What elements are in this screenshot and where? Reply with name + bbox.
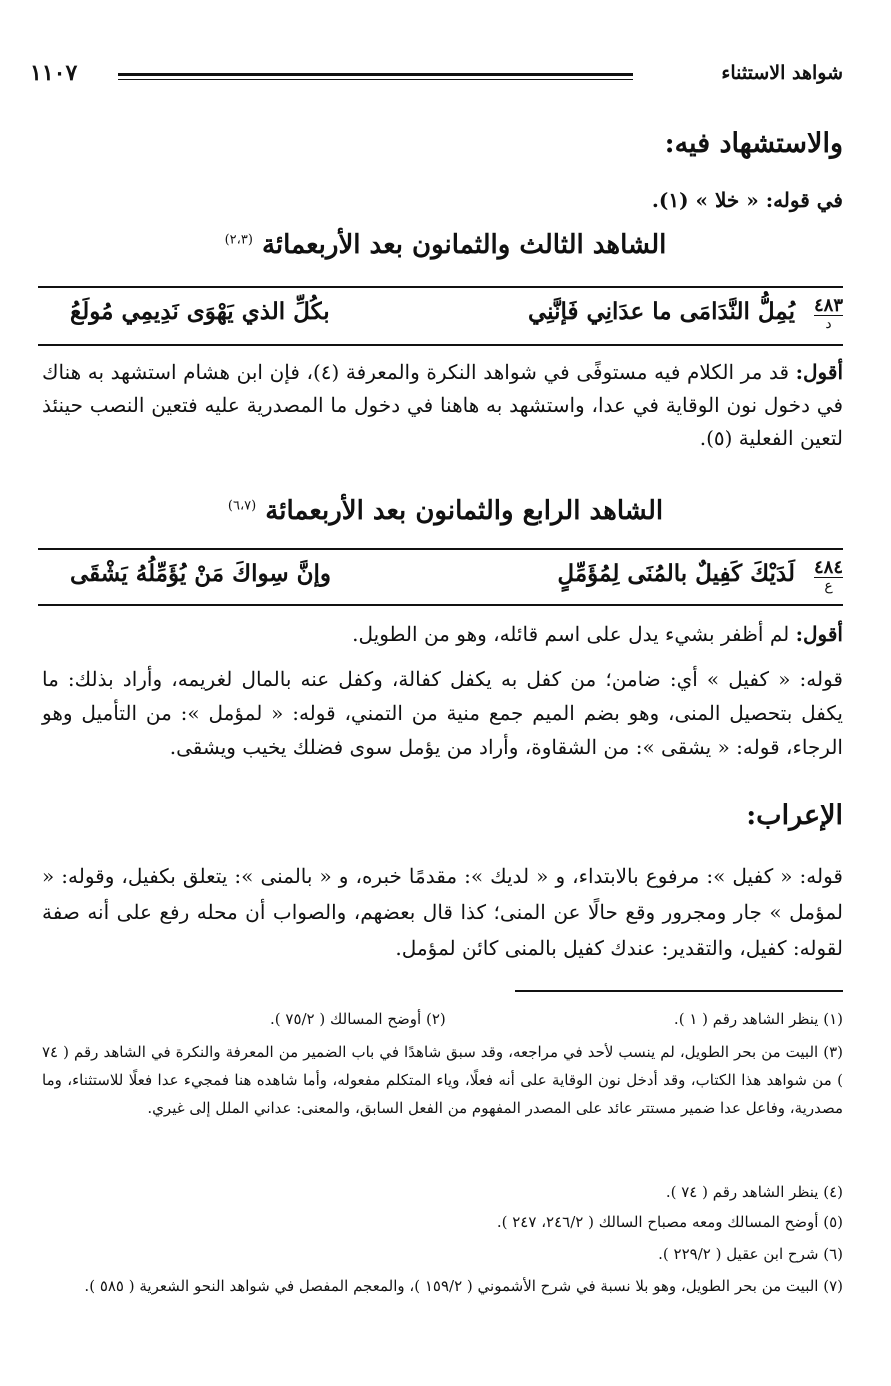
footnote-1: (١) ينظر الشاهد رقم ( ١ ).: [673, 1010, 843, 1028]
footnote-5: (٥) أوضح المسالك ومعه مصباح السالك ( ٢٤٦/٢، ٢٤٧ ).: [496, 1213, 843, 1231]
footnote-4: (٤) ينظر الشاهد رقم ( ٧٤ ).: [665, 1183, 843, 1201]
footnote-separator: [515, 990, 843, 992]
footnote-7: (٧) البيت من بحر الطويل، وهو بلا نسبة في شرح الأشموني ( ١٥٩/٢ )، والمعجم المفصل في شواهد النحو الشعرية ( ٥٨٥ ).: [84, 1277, 843, 1295]
verse-483-sub: د: [825, 316, 832, 332]
verse-483-top-rule: [38, 286, 843, 288]
verse-484-hemistich-second: وإنَّ سِواكَ مَنْ يُؤَمِّلُهُ يَشْقَى: [70, 560, 332, 587]
irab-heading: الإعراب:: [746, 800, 843, 831]
verse-484-top-rule: [38, 548, 843, 550]
shahid-484-title-text: الشاهد الرابع والثمانون بعد الأربعمائة: [265, 496, 664, 526]
shahid-484-commentary: [42, 618, 843, 651]
shahid-484-title-note: (٦،٧): [227, 498, 257, 514]
verse-484-hemistich-first: لَدَيْكَ كَفِيلٌ بالمُنَى لِمُؤَمِّلٍ: [557, 560, 795, 587]
verse-484-sub: ع: [824, 578, 833, 594]
verse-483-bottom-rule: [38, 344, 843, 346]
verse-484-num: ٤٨٤: [813, 557, 843, 578]
irab-text: قوله: « كفيل »: مرفوع بالابتداء، و « لديك »: مقدمًا خبره، و « بالمنى »: يتعلق بكفيل، وقوله: « لمؤمل » جار ومجرور وقع حالًا عن المنى؛ كذا قال بعضهم، والصواب أن محله رفع على أنه صفة لقوله: كفيل، والتقدير: عندك كفيل بالمنى كائن لمؤمل.: [42, 864, 843, 960]
shahid-483-commentary: [42, 356, 843, 455]
verse-483-num: ٤٨٣: [813, 295, 843, 316]
section-heading: والاستشهاد فيه:: [664, 128, 843, 159]
verse-483-number: [813, 295, 843, 332]
footnote-3: (٣) البيت من بحر الطويل، لم ينسب لأحد في مراجعه، وقد سبق شاهدًا في باب الضمير من المعرفة والنكرة في الشاهد رقم ( ٧٤ ) من شواهد هذا الكتاب، وقد أدخل نون الوقاية على أنه فعلًا، وياء المتكلم مفعوله، وأما شاهده هنا فمجيء عدا فعلًا للاستثناء، وما مصدرية، وفاعل عدا ضمير مستتر عائد على المصدر المفهوم من الفعل السابق، والمعنى: عداني الملل إلى غيري.: [42, 1043, 843, 1117]
verse-484-number: [813, 557, 843, 594]
shahid-483-title: [0, 230, 891, 260]
verse-484-bottom-rule: [38, 604, 843, 606]
header-rule: [118, 73, 633, 80]
footnotes-row-1: [42, 1010, 843, 1028]
comment-label: أقول:: [795, 622, 843, 646]
footnote-2: (٢) أوضح المسالك ( ٧٥/٢ ).: [270, 1010, 446, 1028]
comment-text: قد مر الكلام فيه مستوفًى في شواهد النكرة والمعرفة (٤)، فإن ابن هشام استشهد به هناك في دخول نون الوقاية في عدا، واستشهد به هاهنا في دخول ما المصدرية عليه فتعين النصب حينئذ لتعين الفعلية (٥).: [42, 360, 843, 450]
shahid-484-explanation: قوله: « كفيل » أي: ضامن؛ من كفل به يكفل كفالة، وكفل عنه بالمال لغريمه، وأراد بذلك: ما يكفل بتحصيل المنى، وهو بضم الميم جمع منية من التمني، قوله: « لمؤمل »: من التأميل وهو الرجاء، قوله: « يشقى »: من الشقاوة، وأراد من يؤمل سوى فضلك يخيب ويشقى.: [42, 667, 843, 759]
running-header-title: شواهد الاستثناء: [721, 62, 843, 84]
page-number: ١١٠٧: [30, 60, 78, 86]
section-line: في قوله: « خلا » (١).: [651, 188, 843, 212]
shahid-483-title-text: الشاهد الثالث والثمانون بعد الأربعمائة: [261, 230, 667, 260]
shahid-484-title: [0, 496, 891, 526]
verse-483-hemistich-second: بكُلِّ الذي يَهْوَى نَدِيمِي مُولَعُ: [70, 298, 330, 325]
comment-text: لم أظفر بشيء يدل على اسم قائله، وهو من الطويل.: [352, 622, 790, 646]
shahid-483-title-note: (٢،٣): [224, 232, 253, 248]
verse-483-hemistich-first: يُمِلُّ النَّدَامَى ما عدَانِي فَإنَّنِي: [527, 298, 795, 325]
comment-label: أقول:: [795, 360, 844, 384]
footnote-6: (٦) شرح ابن عقيل ( ٢٢٩/٢ ).: [658, 1245, 843, 1263]
